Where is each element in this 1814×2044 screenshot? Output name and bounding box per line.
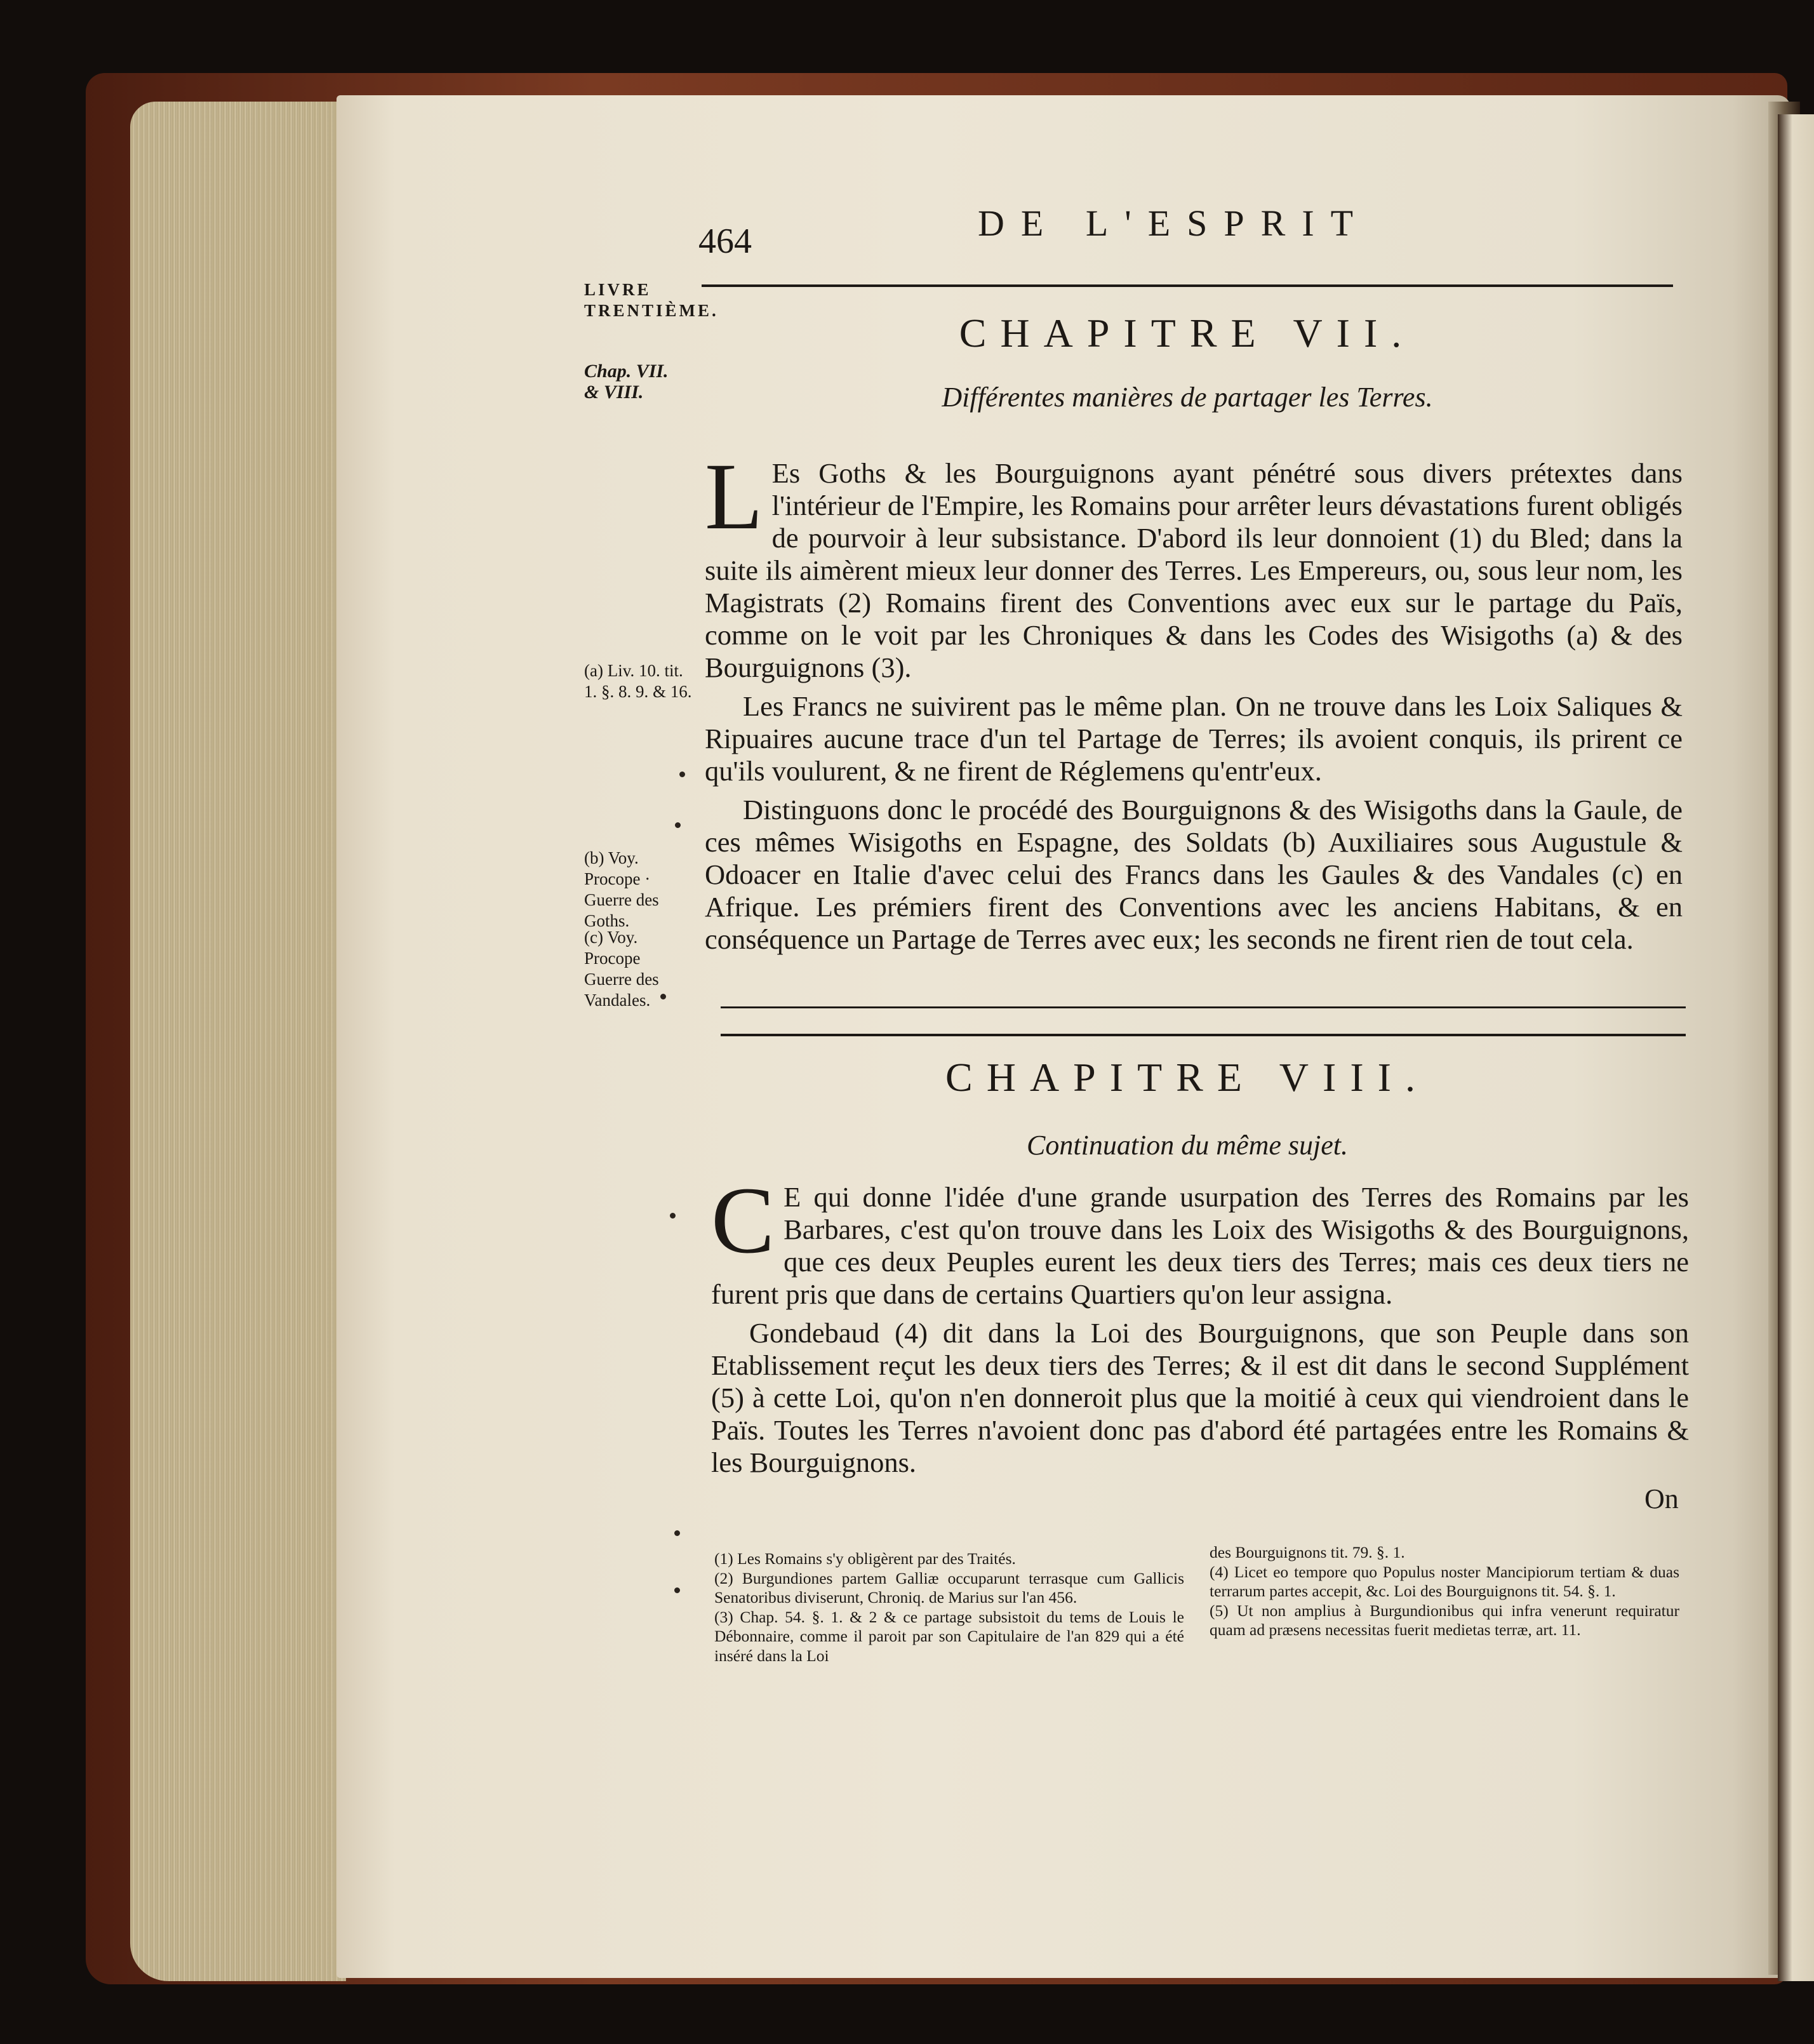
chapter-8-body bbox=[711, 1168, 1689, 1479]
chapter-8-title: CHAPITRE VIII. bbox=[945, 1055, 1429, 1100]
running-head: DE L'ESPRIT bbox=[978, 203, 1370, 244]
chapter-8-drop-cap: C bbox=[711, 1168, 775, 1273]
catchword: On bbox=[1644, 1483, 1679, 1514]
margin-note-b: (b) Voy. Procope · Guerre des Goths. bbox=[584, 848, 659, 930]
chapter-7-paragraph-3: Distinguons donc le procédé des Bourguignons & des Wisigoths dans la Gaule, de ces mêmes Wisigoths en Espagne, des Soldats (b) Auxiliaires sous Augustule & Odoacer en Italie d'avec celui des Francs dans les Gaules & des Vandales (c) en Afrique. Les prémiers firent des Conventions avec les anciens Habitans, & en conséquence un Partage de Terres avec eux; les seconds ne firent rien de tout cela. bbox=[705, 794, 1683, 955]
footnote-3: (3) Chap. 54. §. 1. & 2 & ce partage subsistoit du tems de Louis le Débonnaire, comme il paroit par son Capitulaire de l'an 829 qui a été inséré dans la Loi bbox=[714, 1607, 1184, 1665]
ink-speck bbox=[675, 822, 681, 828]
footnote-4: (4) Licet eo tempore quo Populus noster Mancipiorum tertiam & duas terrarum partes accepit, &c. Loi des Bourguignons tit. 54. §. 1. bbox=[1210, 1562, 1679, 1600]
margin-book-label: LIVRE TRENTIÈME. bbox=[584, 280, 719, 320]
ink-speck bbox=[679, 772, 685, 777]
margin-note-c: (c) Voy. Procope Guerre des Vandales. bbox=[584, 928, 659, 1010]
chapter-8-paragraph-2: Gondebaud (4) dit dans la Loi des Bourguignons, que son Peuple dans son Etablissement reçut les deux tiers des Terres; & il est dit dans le second Supplément (5) à cette Loi, qu'on n'en donneroit plus que la moitié à ceux qui viendroient dans le Païs. Toutes les Terres n'avoient donc pas d'abord été partagées entre les Romains & les Bourguignons. bbox=[711, 1317, 1689, 1478]
ink-speck bbox=[674, 1587, 680, 1593]
chapter-7-paragraph-2: Les Francs ne suivirent pas le même plan. On ne trouve dans les Loix Saliques & Ripuaires aucune trace d'un tel Partage de Terres; ils avoient conquis, ils prirent ce qu'ils voulurent, & ne firent de Réglemens qu'entr'eux. bbox=[705, 690, 1683, 787]
margin-note-a: (a) Liv. 10. tit. 1. §. 8. 9. & 16. bbox=[584, 661, 692, 701]
header-rule bbox=[702, 284, 1673, 287]
book-page bbox=[337, 95, 1791, 1978]
page-number: 464 bbox=[698, 222, 752, 261]
ink-speck bbox=[670, 1213, 676, 1219]
chapter-7-drop-cap: L bbox=[705, 444, 763, 549]
chapter-8-top-rule bbox=[721, 1034, 1686, 1036]
page-edges bbox=[130, 102, 346, 1981]
footnote-5: (5) Ut non amplius à Burgundionibus qui infra venerunt requiratur quam ad præsens necessitas fuerit medietas terræ, art. 11. bbox=[1210, 1601, 1679, 1639]
ink-speck bbox=[660, 994, 666, 999]
chapter-8-paragraph-1: E qui donne l'idée d'une grande usurpation des Terres des Romains par les Barbares, c'est qu'on trouve dans les Loix des Wisigoths & des Bourguignons, que ces deux Peuples eurent les deux tiers des Terres; mais ces deux tiers ne furent pris que dans de certains Quartiers qu'on leur assigna. bbox=[711, 1181, 1689, 1310]
chapter-7-body bbox=[705, 444, 1683, 956]
footnote-1: (1) Les Romains s'y obligèrent par des Traités. bbox=[714, 1549, 1016, 1568]
footnotes-right-column bbox=[1210, 1543, 1679, 1640]
footnote-3-continued: des Bourguignons tit. 79. §. 1. bbox=[1210, 1543, 1405, 1561]
section-divider-rule bbox=[721, 1006, 1686, 1008]
footnotes-left-column bbox=[714, 1549, 1184, 1666]
chapter-7-paragraph-1: Es Goths & les Bourguignons ayant pénétré sous divers prétextes dans l'intérieur de l'Empire, les Romains pour arrêter leurs dévastations furent obligés de pourvoir à leur subsistance. D'abord ils leur donnoient (1) du Bled; dans la suite ils aimèrent mieux leur donner des Terres. Les Empereurs, ou, sous leur nom, les Magistrats (2) Romains firent des Conventions avec eux sur le partage du Païs, comme on le voit par les Chroniques & dans les Codes des Wisigoths (a) & des Bourguignons (3). bbox=[705, 457, 1683, 683]
chapter-7-subtitle: Différentes manières de partager les Terres. bbox=[942, 382, 1433, 413]
facing-page-edge bbox=[1778, 114, 1814, 1981]
ink-speck bbox=[674, 1530, 680, 1536]
margin-chapter-label: Chap. VII. & VIII. bbox=[584, 361, 669, 403]
chapter-7-title: CHAPITRE VII. bbox=[959, 311, 1416, 356]
chapter-8-subtitle: Continuation du même sujet. bbox=[1027, 1130, 1348, 1161]
footnote-2: (2) Burgundiones partem Galliæ occuparunt terrasque cum Gallicis Senatoribus diviserunt, Chroniq. de Marius sur l'an 456. bbox=[714, 1568, 1184, 1606]
